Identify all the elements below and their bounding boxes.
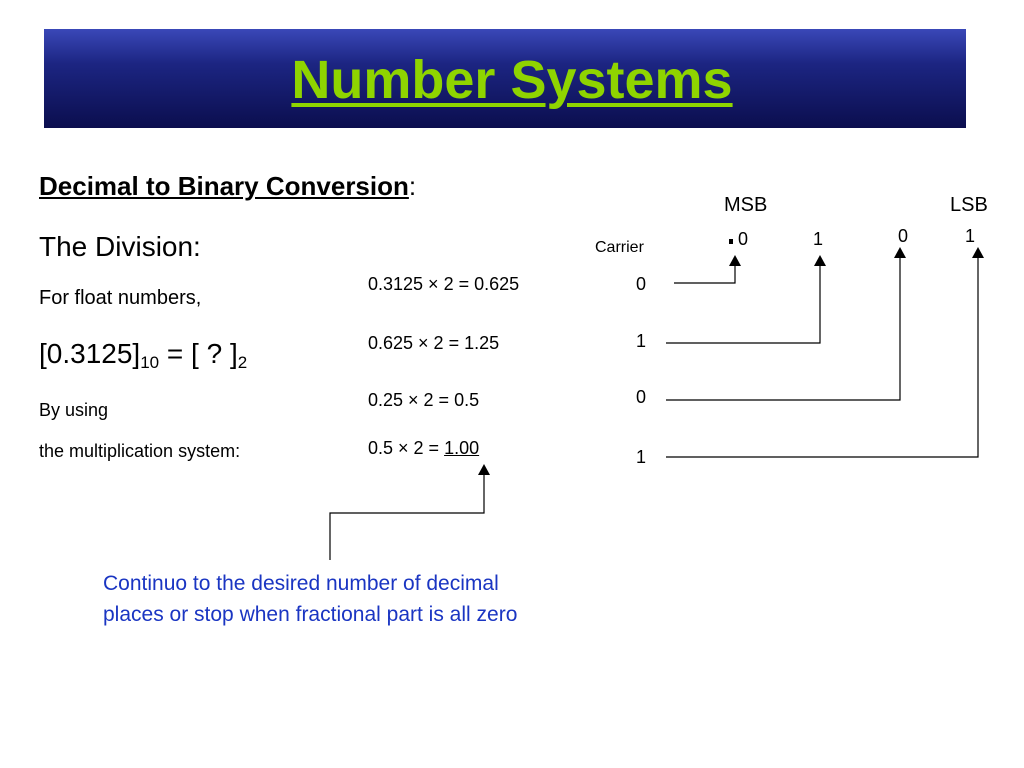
result-digit-1: 0 [738, 229, 749, 249]
arrow-head-4 [972, 247, 984, 258]
continuation-note: Continuo to the desired number of decimal places or stop when fractional part is all zero [103, 572, 518, 626]
equation-base-to: 2 [237, 353, 248, 372]
note-arrow [330, 471, 484, 560]
division-subheading: The Division: [39, 231, 201, 262]
carry-digit-3: 0 [635, 387, 646, 407]
multiplication-step-4-prefix: 0.5 × 2 = [368, 438, 445, 458]
section-heading-colon: : [408, 171, 417, 201]
result-digit-4: 1 [965, 226, 976, 246]
multiplication-step-2: 0.625 × 2 = 1.25 [368, 333, 500, 353]
carry-arrow-3 [666, 254, 900, 400]
carry-arrow-4 [666, 254, 978, 457]
carry-digit-4: 1 [635, 447, 646, 467]
carrier-label: Carrier [595, 239, 644, 256]
carry-digit-1: 0 [635, 274, 646, 294]
multiplication-step-3: 0.25 × 2 = 0.5 [368, 390, 480, 410]
arrow-head-note [478, 464, 490, 475]
multiplication-step-4-result: 1.00 [444, 438, 480, 458]
equation-base-from: 10 [140, 353, 160, 372]
carry-digit-2: 1 [635, 331, 646, 351]
method-line-2: the multiplication system: [39, 441, 241, 461]
lsb-label: LSB [950, 194, 988, 216]
carry-arrow-1 [674, 262, 735, 283]
float-intro: For float numbers, [39, 287, 202, 309]
equation-open: [0.3125] [39, 338, 141, 369]
msb-label: MSB [724, 194, 768, 216]
result-digit-2: 1 [813, 229, 824, 249]
multiplication-step-1: 0.3125 × 2 = 0.625 [368, 274, 520, 294]
carry-arrow-2 [666, 262, 820, 343]
method-line-1: By using [39, 400, 109, 420]
arrow-head-2 [814, 255, 826, 266]
arrow-head-1 [729, 255, 741, 266]
result-digit-3: 0 [898, 226, 909, 246]
slide-title: Number Systems [291, 50, 733, 110]
section-heading-text: Decimal to Binary Conversion [39, 171, 409, 201]
arrow-head-3 [894, 247, 906, 258]
equation-middle: = [ ? ] [159, 338, 238, 369]
